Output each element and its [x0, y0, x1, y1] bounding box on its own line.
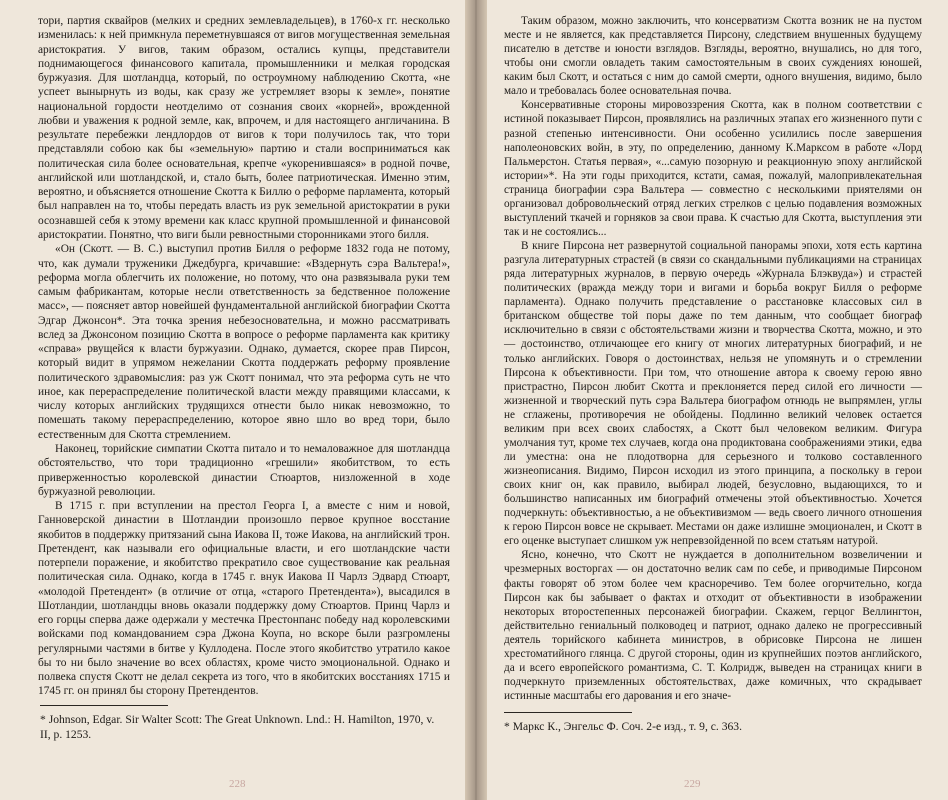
paragraph: В 1715 г. при вступлении на престол Георга I, а вместе с ним и новой, Ганноверской династии в Шотландии произошло первое крупное восстание якобитов в поддержку притязаний сына Иакова II, тоже Иакова, на английский трон. Претендент, как называли его официальные власти, и его шотландские части потерпели поражение, и якобитство прекратило свое существование как реальная политическая сила. Однако, когда в 1745 г. внук Иакова II Чарлз Эдвард Стюарт, «молодой Претендент» (в отличие от отца, «старого Претендента»), высадился в Шотландии, шотландцы вновь оказали поддержку дому Стюартов. Принц Чарлз и его горцы сперва даже одержали у местечка Престонпанс победу над королевскими войсками под командованием сэра Джона Коупа, но вскоре были разгромлены регулярными частями в битве у Куллодена. После этого якобитство утратило какое бы то ни было значение во всех областях, кроме чисто эмоциональной. Однако и полвека спустя Скотт не делал секрета из того, что в якобитских восстаниях 1715 и 1745 гг. он принял бы сторону Претендентов.	[38, 500, 450, 698]
footnote: * Johnson, Edgar. Sir Walter Scott: The Great Unknown. Lnd.: H. Hamilton, 1970, v. II, p. 1253.	[40, 713, 435, 741]
footnote-divider	[504, 712, 632, 713]
right-page-body	[504, 14, 922, 703]
paragraph: Ясно, конечно, что Скотт не нуждается в дополнительном возвеличении и чрезмерных восторгах — он достаточно велик сам по себе, и приводимые Пирсоном факты говорят об этом более чем красноречиво. Тем более огорчительно, когда Пирсон как бы забывает о фактах и отходит от объективности в изображении некоторых второстепенных персонажей биографии. Скажем, герцог Веллингтон, действительно гениальный полководец и патриот, однако далеко не прогрессивный деятель торийского кабинета министров, в обрисовке Пирсона не лишен хрестоматийного глянца. С другой стороны, один из крупнейших поэтов английского, да и всего европейского романтизма, С. Т. Колридж, выведен на страницах книги в подчеркнуто приземленных обстоятельствах, даже комичных, что скрадывает истинные масштабы его дарования и его значе-	[504, 549, 922, 702]
page-number: 228	[229, 778, 246, 790]
paragraph: Таким образом, можно заключить, что консерватизм Скотта возник не на пустом месте и не является, как представляется Пирсону, следствием внушенных будущему писателю в детстве и юности взглядов. Взгляды, вероятно, внушались, но для того, чтобы они смогли овладеть таким самостоятельным в своих суждениях юношей, каким был Скотт, и остаться с ним до самой смерти, одного внушения, видимо, было мало и требовалась более основательная почва.	[504, 15, 922, 98]
paragraph: Наконец, торийские симпатии Скотта питало и то немаловажное для шотландца обстоятельство, что тори традиционно «грешили» якобитством, то есть приверженностью королевской династии Стюартов, низложенной в ходе буржуазной революции.	[38, 442, 450, 498]
paragraph: Консервативные стороны мировоззрения Скотта, как в полном соответствии с истиной показывает Пирсон, проявлялись на различных этапах его жизненного пути с разной степенью интенсивности. Они особенно усилились после завершения наполеоновских войн, в эту, по определению, данному К.Марксом в работе «Лорд Пальмерстон. Статья первая», «...самую позорную и реакционную эпоху английской истории»*. На эти годы приходится, кстати, самая, пожалуй, малопривлекательная страница биографии сэра Вальтера — совместно с несколькими приятелями он организовал добровольческий отряд легких стрелков с целью подавления возможных выступлений ткачей и горняков за свои права. К счастью для Скотта, выступления эти так и не состоялись...	[504, 99, 922, 238]
book-gutter	[465, 0, 487, 800]
left-page-body	[38, 14, 450, 699]
footnote: * Маркс К., Энгельс Ф. Соч. 2-е изд., т. 9, с. 363.	[504, 720, 742, 733]
left-page	[0, 0, 470, 800]
paragraph: «Он (Скотт. — В. С.) выступил против Билля о реформе 1832 года не потому, что, как думали труженики Джедбурга, кричавшие: «Вздернуть сэра Вальтера!», реформа могла облегчить их положение, но потому, что она развязывала руки тем самым фабрикантам, которые несли ответственность за бедственное положение масс», — поясняет автор новейшей фундаментальной английской биографии Скотта Эдгар Джонсон*. Эта точка зрения небезосновательна, и можно рассматривать вслед за Джонсоном позицию Скотта в вопросе о реформе парламента как критику «справа» рвущейся к власти буржуазии. Однако, думается, скорее прав Пирсон, который видит в упрямом нежелании Скотта поддержать реформу проявление политического здравомыслия: раз уж Скотт понимал, что эта реформа суть не что иное, как перераспределение политической власти между правящими классами, к числу которых английских трудящихся отнести было никак невозможно, то помешать такому перераспределению, которое явно шло во вред тори, было естественным для Скотта стремлением.	[38, 243, 450, 441]
paragraph: В книге Пирсона нет развернутой социальной панорамы эпохи, хотя есть картина разгула литературных страстей (в связи со скандальными публикациями на страницах ряда литературных журналов, в первую очередь «Журнала Блэквуда») и страстей политических (вражда между тори и вигами и борьба вокруг Билля о реформе парламента). Однако получить представление о расстановке классовых сил в британском обществе той поры даже по тем данным, что сообщает биограф исключительно в связи с обстоятельствами жизни и творчества Скотта, можно, и это — достоинство, отличающее его книгу от многих литературных биографий, и не только английских. Говоря о достоинствах, нельзя не упомянуть и о стремлении Пирсона к объективности. При том, что отношение автора к своему герою явно пристрастно, Пирсон любит Скотта и преклоняется перед силой его личности — жизненной и творческий путь сэра Вальтера биографом отнюдь не выпрямлен, углы не сглажены, противоречия не обойдены. Подлинно великий человек остается великим при всех своих слабостях, а Скотт был человеком великим. Фигура умолчания тут, кроме тех случаев, когда она продиктована соображениями этики, едва ли уместна: она не плодотворна для серьезного и толково составленного жизнеописания. Видимо, Пирсон исходил из этого принципа, а поскольку в герои своих книг он, как правило, выбирал людей, безусловно, выдающихся, то и большинство написанных им биографий отмечены этой объективностью. Хочется подчеркнуть: объективностью, а не объективизмом — ведь своего личного отношения к герою Пирсон вовсе не скрывает. Местами он даже излишне эмоционален, и Скотт в его оценке выступает слишком уж непревзойденной по всем статьям натурой.	[504, 240, 922, 548]
right-page	[478, 0, 948, 800]
footnote-divider	[40, 705, 168, 706]
paragraph: тори, партия сквайров (мелких и средних землевладельцев), в 1760-х гг. несколько изменилась: к ней примкнула переметнувшаяся от вигов могущественная земельная аристократия. У вигов, таким образом, остались купцы, представители поднимающегося финансового капитала, промышленники и мелкая городская буржуазия. Для шотландца, который, по остроумному наблюдению Скотта, «не успеет вынырнуть из воды, как сразу же устремляет взоры к земле», понятие национальной гордости неотделимо от сознания своих «корней», врожденной любви и уважения к родной земле, как, впрочем, и для настоящего англичанина. В результате перебежки лендлордов от вигов к тори получилось так, что тори представляли собою как бы «земельную» партию и стали восприниматься как политическая сила более основательная, крепче «укоренившаяся» в родной почве, английской или шотландской, и, стало быть, более патриотическая. Именно этим, вероятно, и объясняется отношение Скотта к Биллю о реформе парламента, который был направлен на то, чтобы передать власть из рук земельной аристократии в руки осознавшей себя к этому времени как класс крупной промышленной и финансовой аристократии. Понятно, что виги были ревностными сторонниками этого билля.	[38, 15, 450, 241]
page-number: 229	[684, 778, 701, 790]
